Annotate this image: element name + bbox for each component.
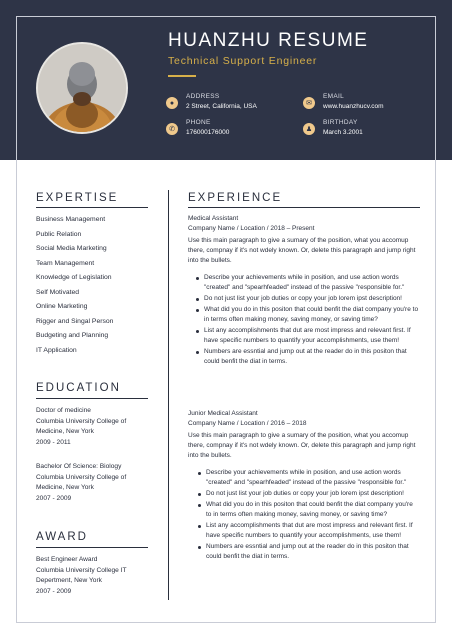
job-title: Technical Support Engineer [168, 55, 318, 67]
job-bullet: List any accomplishments that dut are most impress and relevant first. If have specific numbers to quantify your accomplishments, use them! [200, 521, 420, 541]
award-heading: AWARD [36, 531, 88, 543]
expertise-list [36, 215, 113, 360]
education-heading: EDUCATION [36, 382, 121, 394]
job-bullet: Numbers are essntial and jump out at the reader do in this positon that could benfit the diat in terms. [198, 347, 420, 367]
location-icon: ● [166, 97, 178, 109]
skill-item: Self Motivated [36, 288, 80, 296]
phone-icon: ✆ [166, 123, 178, 135]
skill-item: IT Application [36, 346, 77, 354]
contact-email: ✉ EMAIL www.huanzhucv.com [303, 92, 384, 112]
award-rule [36, 547, 148, 548]
skill-item: Team Management [36, 259, 95, 267]
edu-school: Columbia University College of Medicine, New York [36, 417, 127, 435]
skill-item: Budgeting and Planning [36, 332, 109, 339]
job-entry [188, 214, 420, 368]
job-summary: Use this main paragraph to give a sumary of the position, what you accomup there, compnay if it's not wdely known. Or, delete this paragraph and jump right into the bullets. [188, 432, 416, 459]
job-bullet: Do not just list your job duties or copy your job lorem ipst description! [198, 294, 420, 304]
edu-years: 2007 - 2009 [36, 494, 72, 502]
experience-heading: EXPERIENCE [188, 192, 283, 204]
job-bullet: Do not just list your job duties or copy your job lorem ipst description! [200, 489, 420, 499]
education-entry [36, 462, 148, 504]
job-bullet: Numbers are essntial and jump out at the reader do in this positon that could benfit the diat in terms. [200, 542, 420, 562]
contact-address: ● ADDRESS 2 Street, California, USA [166, 92, 257, 112]
award-entry [36, 555, 148, 597]
skill-item: Business Management [36, 216, 106, 223]
job-bullets [188, 468, 420, 562]
edu-degree: Bachelor Of Science: Biology [36, 463, 122, 470]
edu-years: 2009 - 2011 [36, 438, 71, 446]
education-rule [36, 398, 148, 399]
skill-item: Online Marketing [36, 303, 88, 310]
user-icon: ♟ [303, 123, 315, 135]
resume-name: HUANZHU RESUME [168, 30, 369, 51]
job-bullet: List any accomplishments that dut are most impress and relevant first. If have specific numbers to quantify your accomplishments, use them! [198, 326, 420, 346]
job-bullet: Describe your achievements while in position, and use action words "created" and "spearhfeaded" instead of the passive "responsible for." [200, 468, 420, 488]
award-name: Best Engineer Award [36, 556, 98, 563]
contact-phone: ✆ PHONE 176000176000 [166, 118, 229, 138]
edu-degree: Doctor of medicine [36, 407, 91, 414]
award-years: 2007 - 2009 [36, 587, 72, 595]
skill-item: Public Relation [36, 230, 82, 238]
job-meta: Company Name / Location / 2018 – Present [188, 225, 315, 232]
email-icon: ✉ [303, 97, 315, 109]
award-org: Columbia University College IT Depertment, New York [36, 566, 127, 584]
experience-rule [188, 207, 420, 208]
edu-school: Columbia University College of Medicine, New York [36, 473, 127, 491]
contact-birthday: ♟ BIRTHDAY March 3.2001 [303, 118, 363, 138]
education-entry [36, 406, 148, 448]
skill-item: Knowledge of Legislation [36, 274, 112, 281]
skill-item: Rigger and Singal Person [36, 317, 114, 325]
title-underline [168, 75, 196, 77]
job-meta: Company Name / Location / 2016 – 2018 [188, 420, 307, 427]
job-bullets [188, 273, 420, 367]
job-bullet: What did you do in this positon that could benfit the diat company you're to in terms often making money, saving money, or saving time? [200, 500, 420, 520]
column-divider [168, 190, 169, 600]
job-role: Medical Assistant [188, 215, 239, 222]
job-summary: Use this main paragraph to give a sumary of the position, what you accomup there, compnay if it's not wdely known. Or, delete this paragraph and jump right into the bullets. [188, 237, 416, 264]
skill-item: Social Media Marketing [36, 245, 107, 252]
job-role: Junior Medical Assistant [188, 410, 258, 417]
profile-photo [36, 42, 128, 134]
expertise-heading: EXPERTISE [36, 192, 119, 204]
job-bullet: Describe your achievements while in position, and use action words "created" and "spearhfeaded" instead of the passive "responsible for." [198, 273, 420, 293]
job-bullet: What did you do in this positon that could benfit the diat company you're to in terms often making money, saving money, or saving time? [198, 305, 420, 325]
expertise-rule [36, 207, 148, 208]
job-entry [188, 409, 420, 563]
